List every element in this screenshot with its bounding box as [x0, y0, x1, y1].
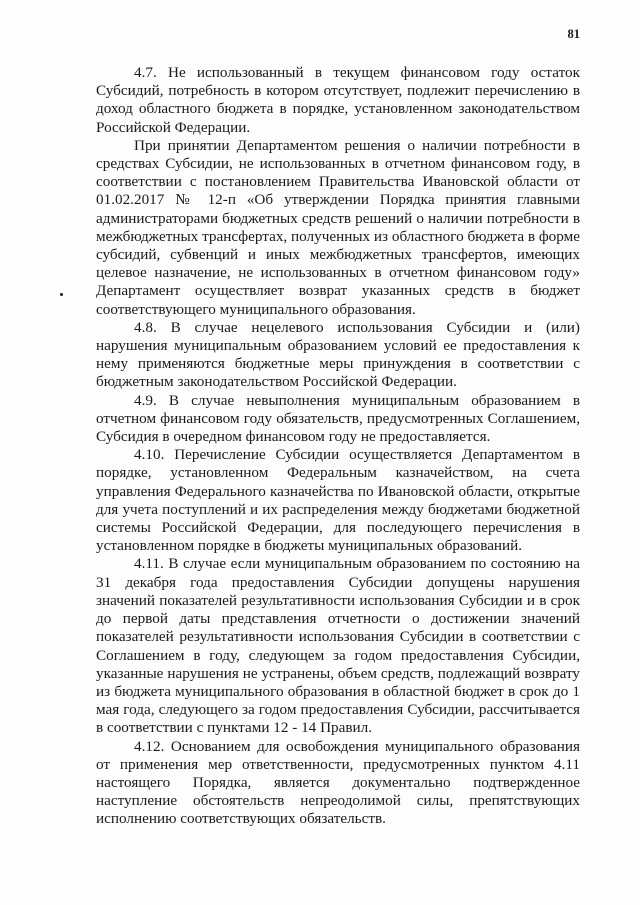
- page-number: 81: [567, 27, 580, 41]
- paragraph-4-7: 4.7. Не использованный в текущем финансовом году остаток Субсидий, потребность в котором отсутствует, подлежит перечислению в доход областного бюджета в порядке, установленном законодательством Российской Федерации.: [96, 64, 580, 136]
- paragraph-decision: При принятии Департаментом решения о наличии потребности в средствах Субсидии, не использованных в отчетном финансовом году, в соответствии с постановлением Правительства Ивановской области от 01.02.2017 № 12-п «Об утверждении Порядка принятия главными администраторами бюджетных средств решений о наличии потребности в межбюджетных трансфертах, полученных из областного бюджета в форме субсидий, субвенций и иных межбюджетных трансфертов, имеющих целевое назначение, не использованных в отчетном финансовом году» Департамент осуществляет возврат указанных средств в бюджет соответствующего муниципального образования.: [96, 136, 580, 318]
- paragraph-4-10: 4.10. Перечисление Субсидии осуществляется Департаментом в порядке, установленном Федеральным казначейством, на счета управления Федерального казначейства по Ивановской области, открытые для учета поступлений и их распределения между бюджетами бюджетной системы Российской Федерации, для последующего перечисления в установленном порядке в бюджеты муниципальных образований.: [96, 446, 580, 555]
- margin-mark: [60, 293, 63, 296]
- document-body: [96, 64, 580, 829]
- paragraph-4-11: 4.11. В случае если муниципальным образованием по состоянию на 31 декабря года предоставления Субсидии допущены нарушения значений показателей результативности использования Субсидии и в срок до первой даты представления отчетности о достижении значений показателей результативности использования Субсидии в соответствии с Соглашением в году, следующем за годом предоставления Субсидии, указанные нарушения не устранены, объем средств, подлежащий возврату из бюджета муниципального образования в областной бюджет в срок до 1 мая года, следующего за годом предоставления Субсидии, рассчитывается в соответствии с пунктами 12 - 14 Правил.: [96, 555, 580, 737]
- paragraph-4-9: 4.9. В случае невыполнения муниципальным образованием в отчетном финансовом году обязательств, предусмотренных Соглашением, Субсидия в очередном финансовом году не предоставляется.: [96, 391, 580, 446]
- paragraph-4-8: 4.8. В случае нецелевого использования Субсидии и (или) нарушения муниципальным образованием условий ее предоставления к нему применяются бюджетные меры принуждения в соответствии с бюджетным законодательством Российской Федерации.: [96, 318, 580, 391]
- paragraph-4-12: 4.12. Основанием для освобождения муниципального образования от применения мер ответственности, предусмотренных пунктом 4.11 настоящего Порядка, является документально подтвержденное наступление обстоятельств непреодолимой силы, препятствующих исполнению соответствующих обязательств.: [96, 737, 580, 828]
